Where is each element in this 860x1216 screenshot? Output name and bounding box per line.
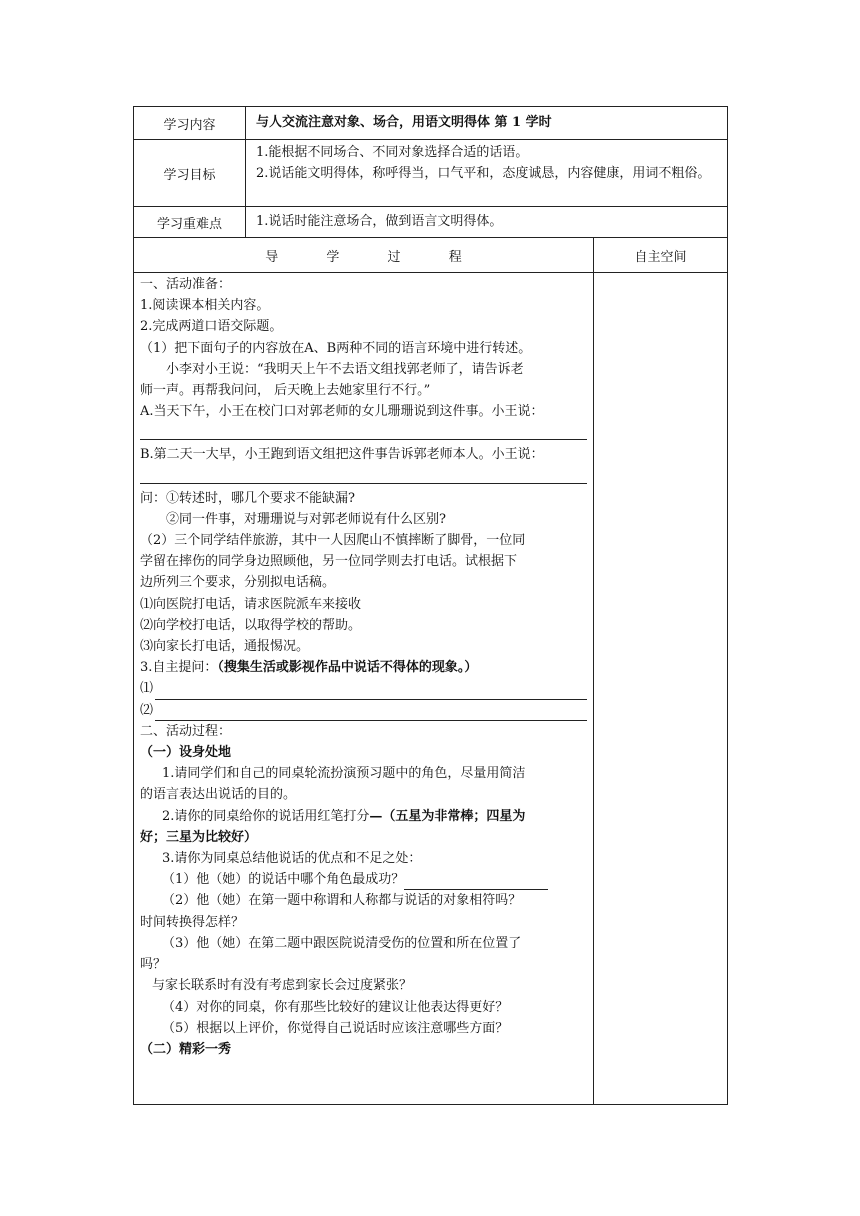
self-question: 3.自主提问：（搜集生活或影视作品中说话不得体的现象。） <box>140 660 478 676</box>
eval-item: （1）他（她）的说话中哪个角色最成功？ <box>140 869 587 890</box>
scenario-b: B.第二天一大早，小王跑到语文组把这件事告诉郭老师本人。小王说： <box>140 447 544 463</box>
row-content <box>134 107 728 140</box>
row-process <box>134 273 728 1105</box>
question-2-line: （2）三个同学结伴旅游，其中一人因爬山不慎摔断了脚骨，一位同 <box>140 533 526 549</box>
self-space-cell[interactable] <box>594 273 728 1105</box>
answer-line[interactable] <box>155 685 587 700</box>
call-item: ⑴向医院打电话，请求医院派车来接收 <box>140 596 362 612</box>
eval-item: 吗？ <box>140 957 167 973</box>
eval-item: 时间转换得怎样？ <box>140 914 245 930</box>
blank-1: ⑴ <box>140 678 587 699</box>
section-1-title: （一）设身处地 <box>140 745 232 761</box>
ask-item: 问：①转述时，哪几个要求不能缺漏? <box>140 490 355 506</box>
key-points-value: 1.说话时能注意场合，做到语言文明得体。 <box>246 207 728 238</box>
call-item: ⑶向家长打电话，通报惕况。 <box>140 639 310 655</box>
eval-item: （4）对你的同桌，你有那些比较好的建议让他表达得更好？ <box>162 999 509 1015</box>
course-title: 二、活动过程： <box>140 723 232 739</box>
space-header: 自主空间 <box>594 238 728 273</box>
answer-line[interactable] <box>140 422 587 440</box>
prep-item: 2.完成两道口语交际题。 <box>140 319 283 335</box>
ask-item: ②同一件事，对珊珊说与对郭老师说有什么区别? <box>166 511 446 527</box>
step-line: 1.请同学们和自己的同桌轮流扮演预习题中的角色，尽量用简洁 <box>162 766 526 782</box>
answer-line[interactable] <box>155 706 587 721</box>
goals-value <box>246 140 728 207</box>
question-1-intro: （1）把下面句子的内容放在A、B两种不同的语言环境中进行转述。 <box>140 340 532 356</box>
eval-item: （5）根据以上评价，你觉得自己说话时应该注意哪些方面？ <box>162 1020 509 1036</box>
call-item: ⑵向学校打电话，以取得学校的帮助。 <box>140 617 362 633</box>
prep-item: 1.阅读课本相关内容。 <box>140 298 270 314</box>
content-label: 学习内容 <box>134 107 246 140</box>
section-2-title: （二）精彩一秀 <box>140 1041 232 1057</box>
question-2-line: 学留在摔伤的同学身边照顾他，另一位同学则去打电话。试根据下 <box>140 554 518 570</box>
goals-label: 学习目标 <box>134 140 246 207</box>
row-goals <box>134 140 728 207</box>
step-line: 的语言表达出说话的目的。 <box>140 787 297 803</box>
process-header: 导 学 过 程 <box>134 238 594 273</box>
lesson-plan-sheet <box>133 106 727 1105</box>
blank-2: ⑵ <box>140 700 587 721</box>
answer-line[interactable] <box>140 466 587 484</box>
question-2-line: 边所列三个要求，分别拟电话稿。 <box>140 575 336 591</box>
eval-item: （2）他（她）在第一题中称谓和人称都与说话的对象相符吗？ <box>162 893 522 909</box>
step-line: 好；三星为比较好） <box>140 829 258 845</box>
scenario-a: A.当天下午，小王在校门口对郭老师的女儿珊珊说到这件事。小王说： <box>140 404 544 420</box>
step-line: 2.请你的同桌给你的说话用红笔打分—（五星为非常棒；四星为 <box>162 808 526 824</box>
goal-item: 2.说话能文明得体，称呼得当，口气平和，态度诚恳，内容健康，用词不粗俗。 <box>256 166 711 181</box>
prep-title: 一、活动准备： <box>140 277 232 292</box>
step-line: 3.请你为同桌总结他说话的优点和不足之处： <box>162 851 422 867</box>
quote-line: 小李对小王说：“我明天上午不去语文组找郭老师了，请告诉老 <box>166 361 524 377</box>
quote-line: 师一声。再帮我问问， 后天晚上去她家里行不行。” <box>140 383 431 399</box>
lesson-plan-table <box>133 106 728 1105</box>
content-value: 与人交流注意对象、场合，用语文明得体 第 1 学时 <box>246 107 728 140</box>
process-body <box>134 273 594 1105</box>
goal-item: 1.能根据不同场合、不同对象选择合适的话语。 <box>256 145 529 160</box>
row-key-points <box>134 207 728 238</box>
eval-item: 与家长联系时有没有考虑到家长会过度紧张？ <box>152 978 413 994</box>
row-headers <box>134 238 728 273</box>
key-points-label: 学习重难点 <box>134 207 246 238</box>
answer-line[interactable] <box>404 873 548 890</box>
eval-item: （3）他（她）在第二题中跟医院说清受伤的位置和所在位置了 <box>162 935 522 951</box>
